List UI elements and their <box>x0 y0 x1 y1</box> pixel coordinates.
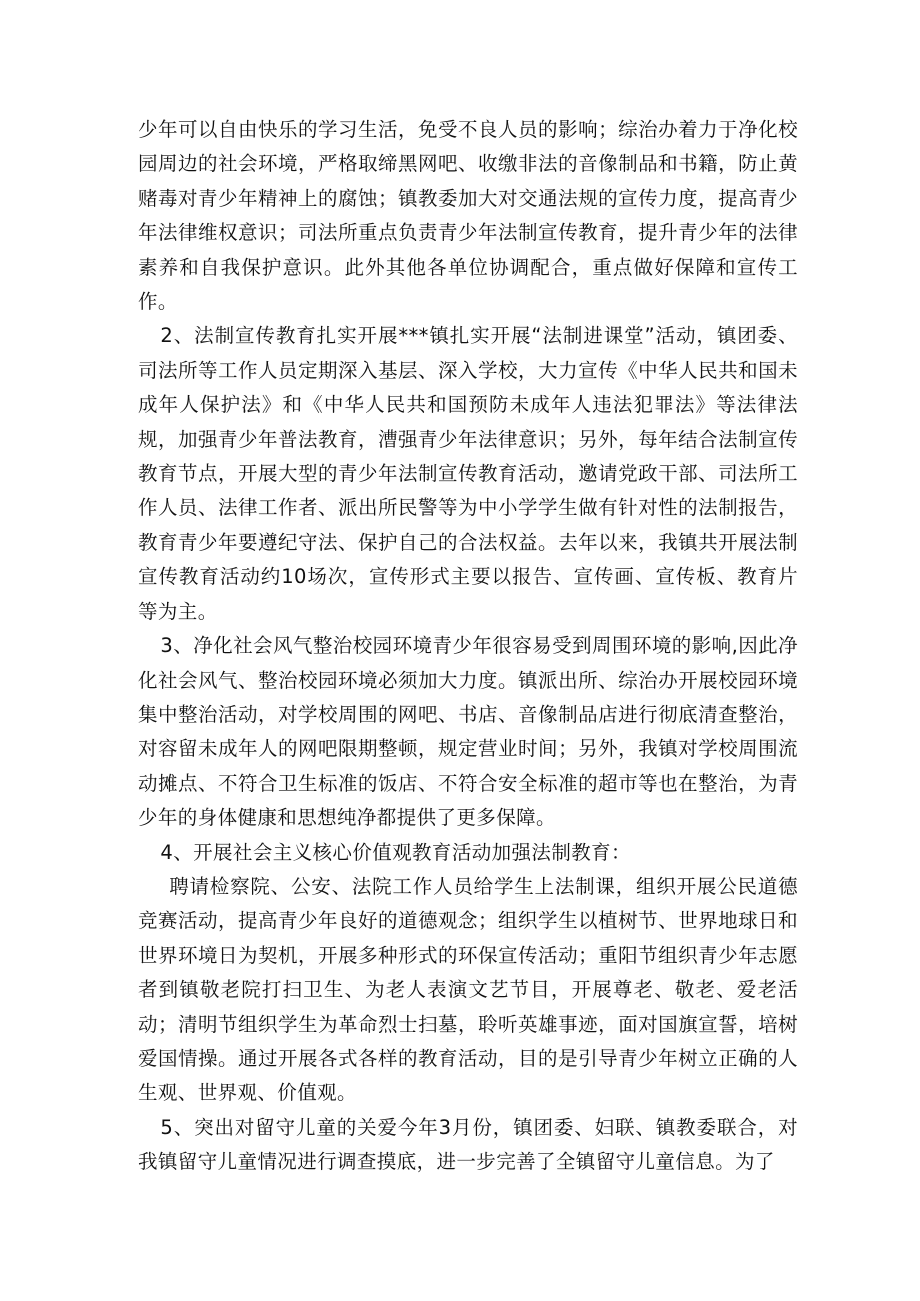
paragraph-item-5: 5、突出对留守儿童的关爱今年3月份，镇团委、妇联、镇教委联合，对我镇留守儿童情况进行调查摸底，进一步完善了全镇留守儿童信息。为了 <box>138 1115 798 1174</box>
paragraph-continuation: 少年可以自由快乐的学习生活，免受不良人员的影响；综治办着力于净化校园周边的社会环境，严格取缔黑网吧、收缴非法的音像制品和书籍，防止黄赌毒对青少年精神上的腐蚀；镇教委加大对交通法规的宣传力度，提高青少年法律维权意识；司法所重点负责青少年法制宣传教育，提升青少年的法律素养和自我保护意识。此外其他各单位协调配合，重点做好保障和宣传工作。 <box>138 118 798 314</box>
paragraph-item-3: 3、净化社会风气整治校园环境青少年很容易受到周围环境的影响,因此净化社会风气、整治校园环境必须加大力度。镇派出所、综治办开展校园环境集中整治活动，对学校周围的网吧、书店、音像制品店进行彻底清查整治，对容留未成年人的网吧限期整顿，规定营业时间；另外，我镇对学校周围流动摊点、不符合卫生标准的饭店、不符合安全标准的超市等也在整治，为青少年的身体健康和思想纯净都提供了更多保障。 <box>138 634 798 830</box>
paragraph-item-4-body: 聘请检察院、公安、法院工作人员给学生上法制课，组织开展公民道德竞赛活动，提高青少年良好的道德观念；组织学生以植树节、世界地球日和世界环境日为契机，开展多种形式的环保宣传活动；重阳节组织青少年志愿者到镇敬老院打扫卫生、为老人表演文艺节目，开展尊老、敬老、爱老活动；清明节组织学生为革命烈士扫墓，聆听英雄事迹，面对国旗宣誓，培树爱国情操。通过开展各式各样的教育活动，目的是引导青少年树立正确的人生观、世界观、价值观。 <box>138 874 798 1105</box>
paragraph-item-2: 2、法制宣传教育扎实开展***镇扎实开展“法制进课堂”活动，镇团委、司法所等工作人员定期深入基层、深入学校，大力宣传《中华人民共和国未成年人保护法》和《中华人民共和国预防未成年人违法犯罪法》等法律法规，加强青少年普法教育，漕强青少年法律意识；另外，每年结合法制宣传教育节点，开展大型的青少年法制宣传教育活动，邀请党政干部、司法所工作人员、法律工作者、派出所民警等为中小学学生做有针对性的法制报告，教育青少年要遵纪守法、保护自己的合法权益。去年以来，我镇共开展法制宣传教育活动约10场次，宣传形式主要以报告、宣传画、宣传板、教育片等为主。 <box>138 324 798 623</box>
document-body <box>138 113 798 1180</box>
paragraph-item-4-heading: 4、开展社会主义核心价值观教育活动加强法制教育： <box>160 840 631 864</box>
